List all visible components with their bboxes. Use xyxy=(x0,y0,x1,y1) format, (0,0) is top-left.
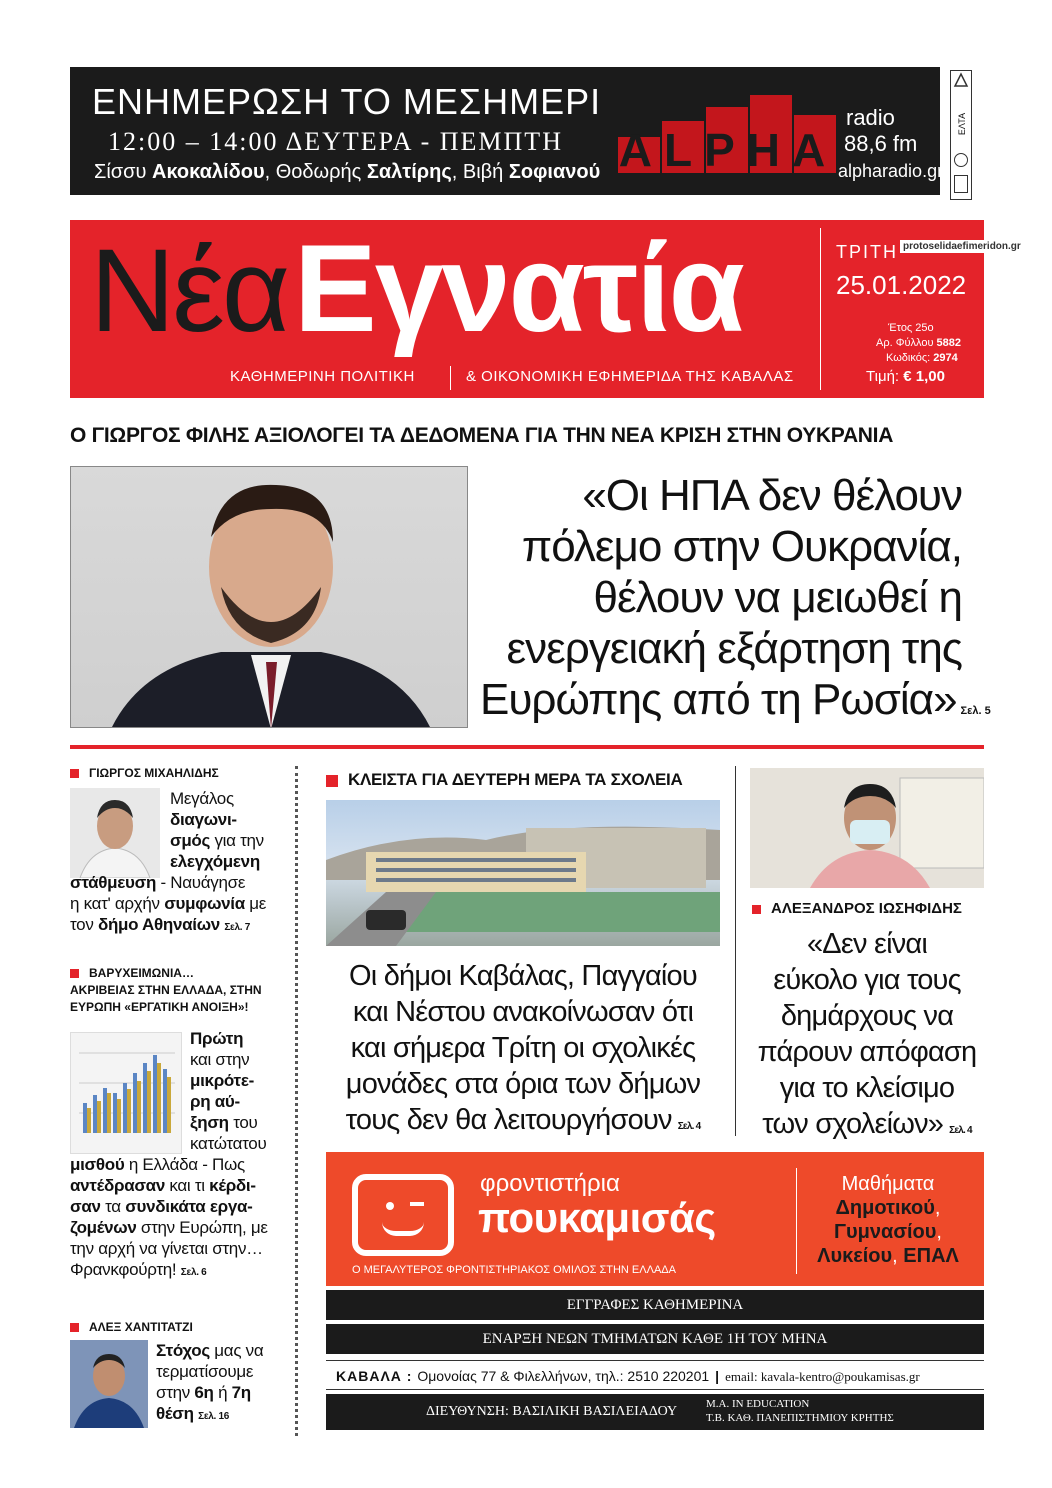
radio-label: radio xyxy=(846,105,895,130)
a2-body: Πρώτη και στην μικρότε- ρη αύ- ξηση του κατώτατου μισθού η Ελλάδα - Πως αντέδρασαν και τι κέρδι- σαν τα συνδικάτα εργα- ζομένων στην Ευρώπη, με την αρχή να γίνεται στην… Φρανκφούρτη! Σελ. 6 xyxy=(70,1029,268,1279)
radio-frequency: 88,6 fm xyxy=(844,131,918,156)
a2-page-ref: Σελ. 6 xyxy=(180,1267,207,1278)
elta-box-icon xyxy=(954,175,968,193)
ad-brand-top: φροντιστήρια xyxy=(480,1170,620,1197)
column-separator-2 xyxy=(735,766,736,1136)
column-separator xyxy=(295,766,298,1436)
ad-director-bar: ΔΙΕΥΘΥΝΣΗ: ΒΑΣΙΛΙΚΗ ΒΑΣΙΛΕΙΑΔΟΥ M.A. IN EDUCATION Τ.Β. ΚΑΘ. ΠΑΝΕΠΙΣΤΗΜΙΟΥ ΚΡΗΤΗΣ xyxy=(326,1394,984,1430)
lead-quote xyxy=(480,470,991,725)
lead-quote-line: θέλουν να μειωθεί η xyxy=(593,573,962,622)
masthead-name-bold: Εγνατία xyxy=(294,220,743,358)
issue-year: Έτος 25ο xyxy=(888,322,934,334)
elta-label: ΕΛΤΑ xyxy=(957,112,967,136)
lead-page-ref: Σελ. 5 xyxy=(960,705,991,717)
radio-banner-hosts: Σίσσυ Ακοκαλίδου, Θοδωρής Σαλτίρης, Βιβή Σοφιανού xyxy=(94,161,601,183)
iosifidis-page-ref: Σελ. 4 xyxy=(949,1125,972,1136)
a3-page-ref: Σελ. 16 xyxy=(198,1411,230,1422)
col1-article-1 xyxy=(70,766,280,780)
col1-article-3 xyxy=(70,1320,285,1334)
bullet-square-icon xyxy=(70,969,79,978)
lead-quote-line: Ευρώπης από τη Ρωσία» xyxy=(480,675,957,724)
radio-banner-title: ΕΝΗΜΕΡΩΣΗ ΤΟ ΜΕΣΗΜΕΡΙ xyxy=(92,81,602,122)
ad-tv-icon xyxy=(352,1174,454,1256)
issue-price: Τιμή: € 1,00 xyxy=(866,368,945,385)
ad-poukamisas xyxy=(326,1152,984,1286)
issue-number: Αρ. Φύλλου 5882 xyxy=(876,337,962,349)
masthead-tagline-right: & ΟΙΚΟΝΟΜΙΚΗ ΕΦΗΜΕΡΙΔΑ ΤΗΣ ΚΑΒΑΛΑΣ xyxy=(466,368,794,385)
col1-article-2: ΒΑΡΥΧΕΙΜΩΝΙΑ… ΑΚΡΙΒΕΙΑΣ ΣΤΗΝ ΕΛΛΑΔΑ, ΣΤΗΝ ΕΥΡΩΠΗ «ΕΡΓΑΤΙΚΗ ΑΝΟΙΞΗ»! xyxy=(70,966,262,1014)
lead-quote-last xyxy=(480,674,991,725)
radio-banner-schedule: 12:00 – 14:00 ΔΕΥΤΕΡΑ - ΠΕΜΠΤΗ xyxy=(108,127,563,156)
elta-seal-icon xyxy=(954,153,968,167)
masthead xyxy=(70,220,984,398)
a3-body: Στόχος μας να τερματίσουμε στην 6η ή 7η θέση Σελ. 16 xyxy=(156,1341,264,1423)
iosifidis-author: ΑΛΕΞΑΝΔΡΟΣ ΙΩΣΗΦΙΔΗΣ xyxy=(752,900,962,917)
watermark: protoselidaefimeridon.gr xyxy=(900,240,1024,253)
lead-photo xyxy=(70,466,468,728)
lead-quote-line: πόλεμο στην Ουκρανία, xyxy=(521,522,962,571)
radio-site: alpharadio.gr xyxy=(838,161,944,181)
ad-bar-new-classes: ΕΝΑΡΞΗ ΝΕΩΝ ΤΜΗΜΑΤΩΝ ΚΑΘΕ 1Η ΤΟΥ ΜΗΝΑ xyxy=(326,1324,984,1354)
ad-lessons: Μαθήματα Δημοτικού, Γυμνασίου, Λυκείου, ΕΠΑΛ xyxy=(817,1173,959,1267)
a3-author: ΑΛΕΞ ΧΑΝΤΙΤΑΤΖΙ xyxy=(70,1320,285,1334)
masthead-divider-small xyxy=(450,366,451,390)
masthead-name-light: Νέα xyxy=(90,225,288,357)
ad-email: email: kavala-kentro@poukamisas.gr xyxy=(725,1369,920,1384)
lead-quote-line: «Οι ΗΠΑ δεν θέλουν xyxy=(582,471,962,520)
a1-body: Μεγάλος διαγωνι- σμός για την ελεγχόμενη στάθμευση - Ναυάγησε η κατ' αρχήν συμφωνία με τον δήμο Αθηναίων Σελ. 7 xyxy=(70,789,267,934)
ad-subtitle: Ο ΜΕΓΑΛΥΤΕΡΟΣ ΦΡΟΝΤΙΣΤΗΡΙΑΚΟΣ ΟΜΙΛΟΣ ΣΤΗΝ ΕΛΛΑΔΑ xyxy=(352,1264,676,1276)
ad-divider xyxy=(796,1168,797,1274)
iosifidis-photo xyxy=(750,768,984,888)
ad-address-row: ΚΑΒΑΛΑ : Ομονοίας 77 & Φιλελλήνων, τηλ.: 2510 220201 | email: kavala-kentro@poukamisas.gr xyxy=(326,1360,984,1390)
schools-photo xyxy=(326,800,720,946)
bullet-square-icon xyxy=(70,1323,79,1332)
bullet-square-icon xyxy=(70,769,79,778)
issue-code: Κωδικός: 2974 xyxy=(886,352,958,364)
issue-day: ΤΡΙΤΗ xyxy=(836,242,898,262)
iosifidis-quote: «Δεν είναι εύκολο για τους δημάρχους να πάρουν απόφαση για το κλείσιμο των σχολείων» Σελ. 4 xyxy=(757,928,977,1140)
lead-quote-line: ενεργειακή εξάρτηση της xyxy=(506,624,962,673)
masthead-tagline-left: ΚΑΘΗΜΕΡΙΝΗ ΠΟΛΙΤΙΚΗ xyxy=(230,368,415,385)
radio-banner xyxy=(70,67,944,195)
masthead-divider xyxy=(820,228,821,390)
schools-page-ref: Σελ. 4 xyxy=(677,1121,701,1132)
elta-bird-icon xyxy=(952,72,970,90)
bullet-square-icon xyxy=(752,905,761,914)
schools-body: Οι δήμοι Καβάλας, Παγγαίου και Νέστου ανακοίνωσαν ότι και σήμερα Τρίτη οι σχολικές μονάδες στα όρια των δήμων τους δεν θα λειτουργήσουν Σελ. 4 xyxy=(345,960,701,1136)
a3-photo xyxy=(70,1340,148,1428)
bullet-square-icon xyxy=(326,775,338,787)
issue-date: 25.01.2022 xyxy=(836,270,967,300)
a1-author: ΓΙΩΡΓΟΣ ΜΙΧΑΗΛΙΔΗΣ xyxy=(70,766,280,780)
alpha-brand: ALPHA xyxy=(618,124,838,176)
ad-bar-registrations: ΕΓΓΡΑΦΕΣ ΚΑΘΗΜΕΡΙΝΑ xyxy=(326,1290,984,1320)
ad-brand-main: πουκαμισάς xyxy=(478,1194,716,1241)
lead-divider xyxy=(70,745,984,749)
schools-kicker: ΚΛΕΙΣΤΑ ΓΙΑ ΔΕΥΤΕΡΗ ΜΕΡΑ ΤΑ ΣΧΟΛΕΙΑ xyxy=(326,770,682,790)
lead-kicker: Ο ΓΙΩΡΓΟΣ ΦΙΛΗΣ ΑΞΙΟΛΟΓΕΙ ΤΑ ΔΕΔΟΜΕΝΑ ΓΙΑ ΤΗΝ ΝΕΑ ΚΡΙΣΗ ΣΤΗΝ ΟΥΚΡΑΝΙΑ xyxy=(70,424,894,447)
a1-page-ref: Σελ. 7 xyxy=(224,922,250,933)
